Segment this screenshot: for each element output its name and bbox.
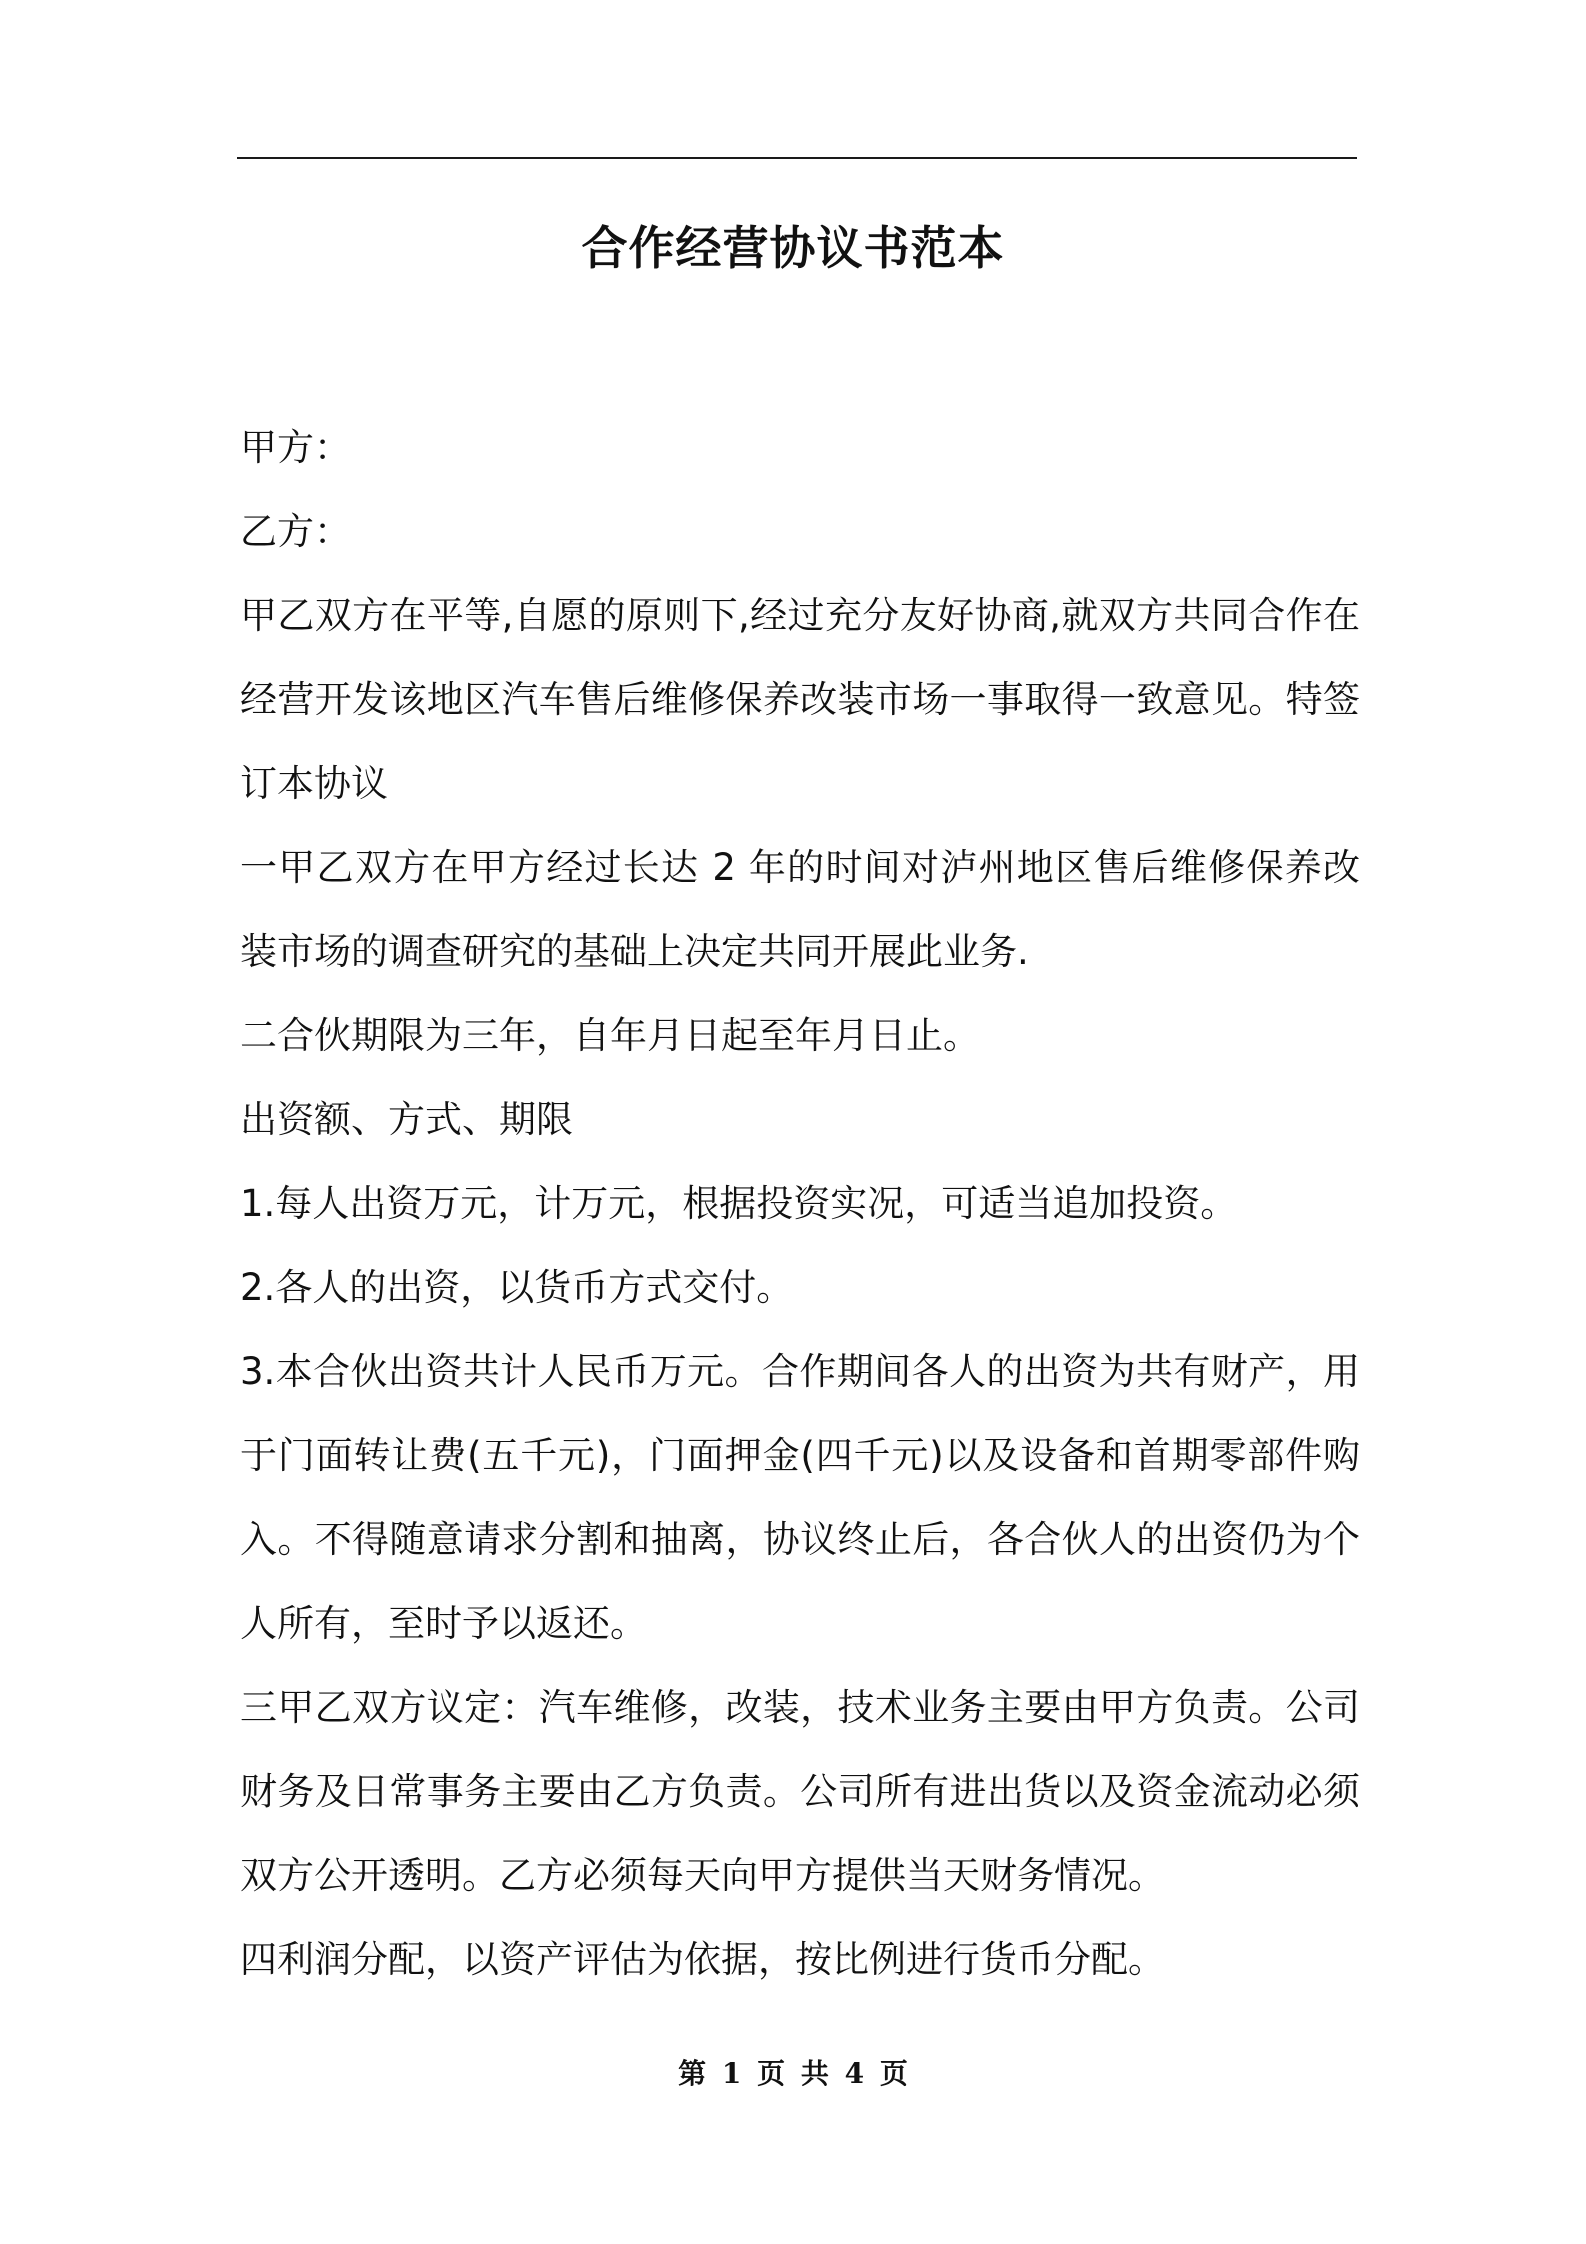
clause-two-paragraph: 二合伙期限为三年，自年月日起至年月日止。 <box>240 1014 980 1057</box>
capital-item-1: 1.每人出资万元，计万元，根据投资实况，可适当追加投资。 <box>240 1182 1238 1225</box>
page-footer: 第 1 页 共 4 页 <box>678 2057 908 2090</box>
party-b-line: 乙方： <box>240 510 351 553</box>
header-rule <box>237 157 1357 159</box>
preamble-paragraph: 甲乙双方在平等,自愿的原则下,经过充分友好协商,就双方共同合作在经营开发该地区汽车售后维修保养改装市场一事取得一致意见。特签订本协议 <box>240 594 1360 805</box>
clause-three-paragraph: 三甲乙双方议定：汽车维修，改装，技术业务主要由甲方负责。公司财务及日常事务主要由乙方负责。公司所有进出货以及资金流动必须双方公开透明。乙方必须每天向甲方提供当天财务情况。 <box>240 1686 1360 1897</box>
clause-one-paragraph: 一甲乙双方在甲方经过长达 2 年的时间对泸州地区售后维修保养改装市场的调查研究的基础上决定共同开展此业务. <box>240 846 1360 973</box>
document-body <box>240 406 1360 2002</box>
capital-item-3: 3.本合伙出资共计人民币万元。合作期间各人的出资为共有财产，用于门面转让费(五千元)，门面押金(四千元)以及设备和首期零部件购入。不得随意请求分割和抽离，协议终止后，各合伙人的出资仍为个人所有，至时予以返还。 <box>240 1350 1360 1645</box>
clause-four-paragraph: 四利润分配，以资产评估为依据，按比例进行货币分配。 <box>240 1938 1165 1981</box>
party-a-line: 甲方： <box>240 426 351 469</box>
capital-item-2: 2.各人的出资，以货币方式交付。 <box>240 1266 794 1309</box>
capital-heading: 出资额、方式、期限 <box>240 1098 573 1141</box>
document-title: 合作经营协议书范本 <box>581 221 1005 275</box>
